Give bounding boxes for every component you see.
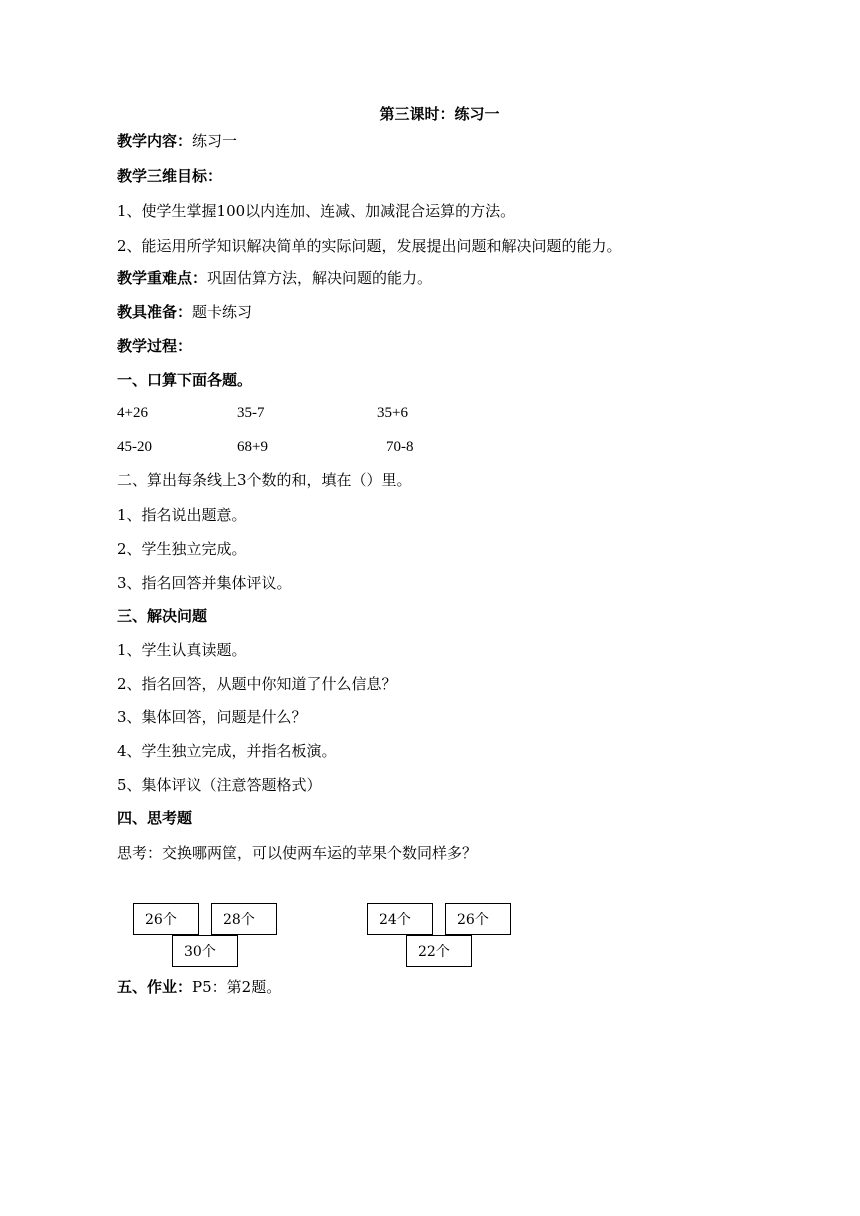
basket-box: 22个	[406, 935, 472, 967]
basket-box: 28个	[211, 903, 277, 935]
section4-heading: 四、思考题	[117, 809, 193, 827]
materials-value: 题卡练习	[192, 303, 253, 321]
section3-item: 2、指名回答，从题中你知道了什么信息？	[117, 675, 397, 693]
objectives-label: 教学三维目标：	[117, 167, 223, 185]
homework-label: 五、作业：	[117, 978, 193, 996]
math-problem: 68+9	[237, 439, 268, 455]
math-problem: 70-8	[386, 439, 414, 455]
basket-box: 26个	[445, 903, 511, 935]
objective-item: 1、使学生掌握100以内连加、连减、加减混合运算的方法。	[117, 202, 516, 220]
section2-heading: 二、算出每条线上3个数的和，填在（）里。	[117, 471, 412, 489]
section2-item: 1、指名说出题意。	[117, 506, 247, 524]
key-points-value: 巩固估算方法，解决问题的能力。	[207, 269, 433, 287]
key-points-line	[117, 268, 432, 288]
homework-value: P5：第2题。	[192, 978, 282, 996]
section2-item: 2、学生独立完成。	[117, 540, 247, 558]
section3-item: 3、集体回答，问题是什么？	[117, 708, 307, 726]
section3-item: 4、学生独立完成，并指名板演。	[117, 742, 337, 760]
math-problem: 35+6	[377, 405, 408, 421]
section1-heading: 一、口算下面各题。	[117, 371, 253, 389]
materials-label: 教具准备：	[117, 303, 193, 321]
section3-item: 5、集体评议（注意答题格式）	[117, 776, 322, 794]
basket-box: 30个	[172, 935, 238, 967]
page-title: 第三课时：练习一	[379, 105, 500, 123]
content-label: 教学内容：	[117, 132, 193, 150]
objective-item: 2、能运用所学知识解决简单的实际问题，发展提出问题和解决问题的能力。	[117, 237, 622, 255]
key-points-label: 教学重难点：	[117, 269, 208, 287]
process-label: 教学过程：	[117, 337, 193, 355]
content-line	[117, 131, 237, 151]
math-problem: 45-20	[117, 439, 152, 455]
basket-box: 26个	[133, 903, 199, 935]
content-value: 练习一	[192, 132, 238, 150]
math-problem: 35-7	[237, 405, 265, 421]
section2-item: 3、指名回答并集体评议。	[117, 574, 292, 592]
homework-line	[117, 977, 281, 997]
basket-box: 24个	[367, 903, 433, 935]
section4-question: 思考：交换哪两筐，可以使两车运的苹果个数同样多？	[117, 844, 478, 862]
math-problem: 4+26	[117, 405, 148, 421]
section3-heading: 三、解决问题	[117, 607, 208, 625]
section3-item: 1、学生认真读题。	[117, 641, 247, 659]
materials-line	[117, 302, 252, 322]
